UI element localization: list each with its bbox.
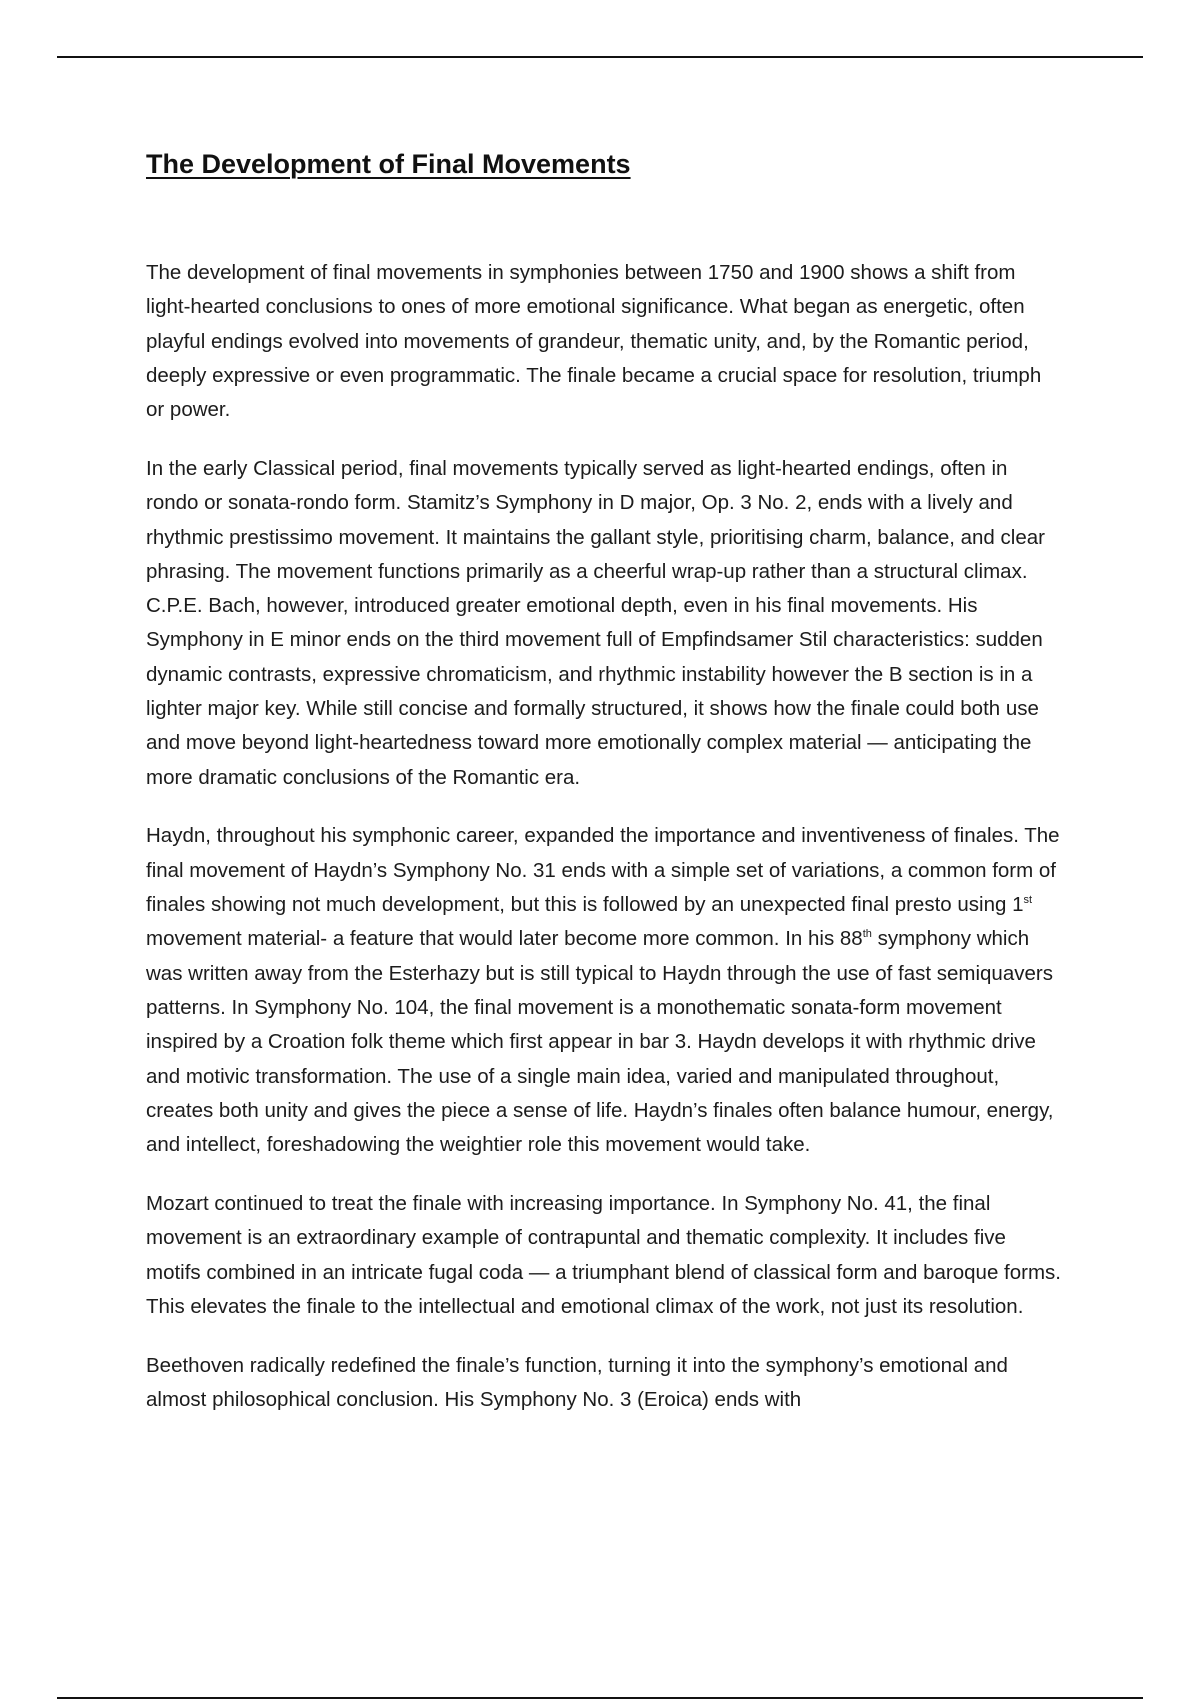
page-title: The Development of Final Movements [146, 149, 631, 179]
paragraph-early-classical: In the early Classical period, final movements typically served as light-hearted endings, often in rondo or sonata-rondo form. Stamitz’s Symphony in D major, Op. 3 No. 2, ends with a lively and rhythmic prestissimo movement. It maintains the gallant style, prioritising charm, balance, and clear phrasing. The movement functions primarily as a cheerful wrap-up rather than a structural climax. C.P.E. Bach, however, introduced greater emotional depth, even in his final movements. His Symphony in E minor ends on the third movement full of Empfindsamer Stil characteristics: sudden dynamic contrasts, expressive chromaticism, and rhythmic instability however the B section is in a lighter major key. While still concise and formally structured, it shows how the finale could both use and move beyond light-heartedness toward more emotionally complex material — anticipating the more dramatic conclusions of the Romantic era. [146, 456, 1045, 789]
paragraph-haydn-part-3: symphony which was written away from the Esterhazy but is still typical to Haydn through the use of fast semiquavers patterns. In Symphony No. 104, the final movement is a monothematic sonata-form movement inspired by a Croation folk theme which first appear in bar 3. Haydn develops it with rhythmic drive and motivic transformation. The use of a single main idea, varied and manipulated throughout, creates both unity and gives the piece a sense of life. Haydn’s finales often balance humour, energy, and intellect, foreshadowing the weightier role this movement would take. [146, 927, 1054, 1157]
paragraph-haydn-part-1: Haydn, throughout his symphonic career, expanded the importance and inventiveness of finales. The final movement of Haydn’s Symphony No. 31 ends with a simple set of variations, a common form of finales showing not much development, but this is followed by an unexpected final presto using 1 [146, 824, 1060, 917]
paragraph-intro: The development of final movements in symphonies between 1750 and 1900 shows a shift from light-hearted conclusions to ones of more emotional significance. What began as energetic, often playful endings evolved into movements of grandeur, thematic unity, and, by the Romantic period, deeply expressive or even programmatic. The finale became a crucial space for resolution, triumph or power. [146, 261, 1042, 422]
top-rule [57, 56, 1143, 58]
document-body [146, 256, 1064, 1442]
superscript-th: th [862, 928, 872, 941]
bottom-rule [57, 1697, 1143, 1699]
paragraph-mozart: Mozart continued to treat the finale with increasing importance. In Symphony No. 41, the final movement is an extraordinary example of contrapuntal and thematic complexity. It includes five motifs combined in an intricate fugal coda — a triumphant blend of classical form and baroque forms. This elevates the finale to the intellectual and emotional climax of the work, not just its resolution. [146, 1191, 1061, 1318]
paragraph-beethoven: Beethoven radically redefined the finale’s function, turning it into the symphony’s emotional and almost philosophical conclusion. His Symphony No. 3 (Eroica) ends with [146, 1353, 1008, 1411]
paragraph-haydn-part-2: movement material- a feature that would later become more common. In his 88 [146, 927, 863, 951]
paragraph-haydn [146, 819, 1064, 1162]
superscript-st: st [1023, 894, 1033, 907]
